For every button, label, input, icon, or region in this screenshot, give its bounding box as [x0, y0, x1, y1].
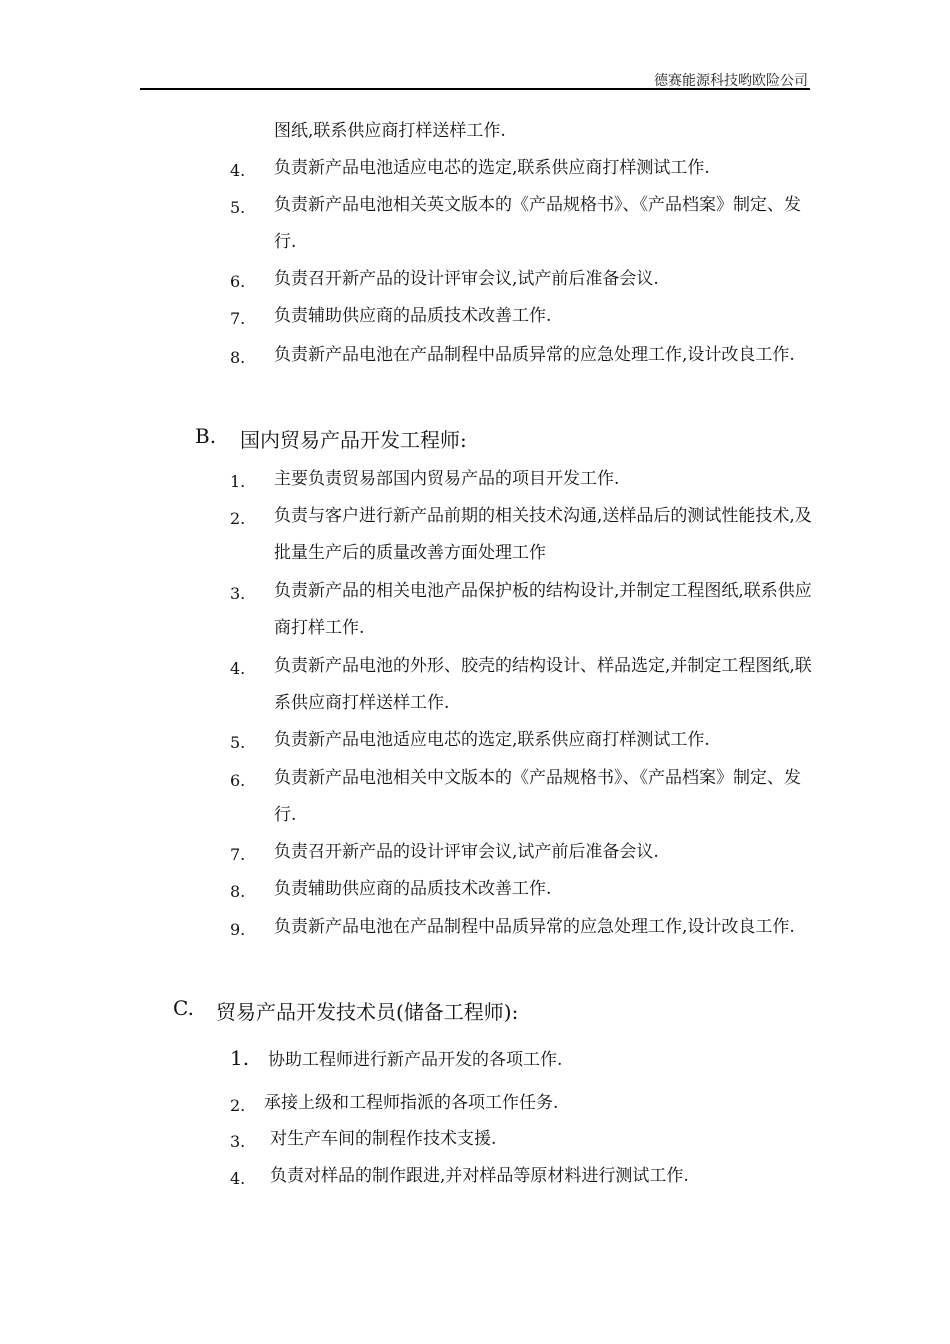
list-number: 7. [230, 309, 246, 328]
list-number: 9. [230, 920, 246, 939]
list-item: 主要负责贸易部国内贸易产品的项目开发工作. [274, 469, 620, 489]
list-item: 负责新产品电池的外形、胶壳的结构设计、样品选定,并制定工程图纸,联系供应商打样送样工作. [274, 656, 812, 713]
list-item: 负责新产品电池在产品制程中品质异常的应急处理工作,设计改良工作. [274, 917, 795, 937]
list-number: 3. [230, 1132, 246, 1151]
section-title-c: 贸易产品开发技术员(储备工程师): [216, 1000, 519, 1024]
list-number: 6. [230, 771, 246, 790]
list-number: 4. [230, 161, 246, 180]
list-number: 5. [230, 733, 246, 752]
list-item: 负责新产品电池适应电芯的选定,联系供应商打样测试工作. [274, 730, 710, 750]
list-number: 6. [230, 272, 246, 291]
section-title-b: 国内贸易产品开发工程师: [240, 428, 467, 452]
section-letter-c: C. [173, 996, 194, 1020]
list-item: 负责召开新产品的设计评审会议,试产前后准备会议. [274, 269, 659, 289]
list-number: 2. [230, 1096, 246, 1115]
list-number: 3. [230, 584, 246, 603]
list-item: 负责对样品的制作跟进,并对样品等原材料进行测试工作. [270, 1166, 689, 1186]
list-item: 负责辅助供应商的品质技术改善工作. [274, 306, 552, 326]
list-number: 7. [230, 845, 246, 864]
list-item: 负责新产品电池在产品制程中品质异常的应急处理工作,设计改良工作. [274, 345, 795, 365]
list-number: 4. [230, 659, 246, 678]
list-item-a3-continuation: 图纸,联系供应商打样送样工作. [274, 121, 506, 141]
list-number: 1. [230, 472, 246, 491]
list-number: 4. [230, 1169, 246, 1188]
list-number: 8. [230, 882, 246, 901]
list-item: 负责新产品电池适应电芯的选定,联系供应商打样测试工作. [274, 158, 710, 178]
header-divider [140, 88, 810, 90]
list-item: 负责新产品电池相关中文版本的《产品规格书》、《产品档案》制定、发行. [274, 768, 801, 825]
list-item: 负责辅助供应商的品质技术改善工作. [274, 879, 552, 899]
section-letter-b: B. [195, 424, 217, 448]
list-item: 负责召开新产品的设计评审会议,试产前后准备会议. [274, 842, 659, 862]
list-item: 承接上级和工程师指派的各项工作任务. [264, 1093, 559, 1113]
list-number: 8. [230, 348, 246, 367]
list-item: 对生产车间的制程作技术支援. [270, 1129, 497, 1149]
list-item: 负责与客户进行新产品前期的相关技术沟通,送样品后的测试性能技术,及批量生产后的质量改善方面处理工作 [274, 506, 812, 563]
list-item: 负责新产品电池相关英文版本的《产品规格书》、《产品档案》制定、发行. [274, 195, 801, 252]
company-name: 德赛能源科技哟欧险公司 [654, 73, 808, 89]
list-number: 5. [230, 198, 246, 217]
list-number: 1. [230, 1046, 250, 1070]
list-item: 负责新产品的相关电池产品保护板的结构设计,并制定工程图纸,联系供应商打样工作. [274, 581, 812, 638]
list-number: 2. [230, 509, 246, 528]
list-item: 协助工程师进行新产品开发的各项工作. [268, 1050, 563, 1070]
